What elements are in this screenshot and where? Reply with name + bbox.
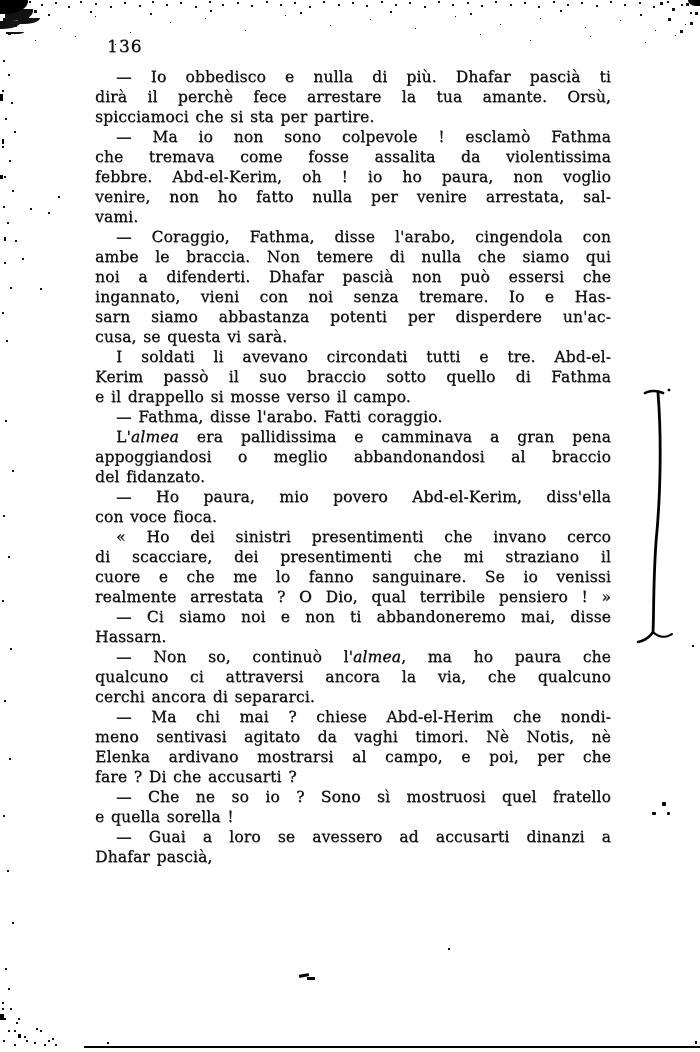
text-line: Kerim passò il suo braccio sotto quello di Fathma [95,368,611,386]
dot [652,812,656,815]
stray-dash-mark [299,972,319,982]
text-line: — Non so, continuò l'almea, ma ho paura che [116,648,611,666]
left-edge-mark [4,237,6,241]
text-line: cuore e che me lo fanno sanguinare. Se io venissi [95,568,611,586]
paragraph [95,487,611,527]
text-line: appoggiandosi o meglio abbandonandosi al braccio [95,448,611,466]
left-edge-mark [2,139,4,144]
text-line: con voce fioca. [95,508,217,526]
text-line: e quella sorella ! [95,808,234,826]
text-line: — Fathma, disse l'arabo. Fatti coraggio. [116,408,443,426]
text-line: cerchi ancora di separarci. [95,688,315,706]
text-line: noi a difenderti. Dhafar pascià non può essersi che [95,268,611,286]
paragraph [95,707,611,787]
paragraph [95,347,611,407]
text-line: — Ci siamo noi e non ti abbandoneremo mai, disse [116,608,611,626]
dot [662,802,666,806]
text-line: — Guai a loro se avessero ad accusarti dinanzi a [116,828,611,846]
text-line: e il drappello si mosse verso il campo. [95,388,411,406]
text-line: realmente arrestata ? O Dio, qual terribile pensiero ! » [95,588,611,606]
text-line: dirà il perchè fece arrestare la tua amante. Orsù, [95,88,611,106]
text-line: cusa, se questa vi sarà. [95,328,288,346]
text-line: venire, non ho fatto nulla per venire arrestata, sal- [95,188,611,206]
stray-dot [695,1041,697,1044]
paragraph [95,127,611,227]
text-block [95,67,611,867]
paragraph [95,527,611,607]
text-line: spicciamoci che si sta per partire. [95,108,375,126]
text-line: meno sentivasi agitato da vaghi timori. Nè Notis, nè [95,728,611,746]
text-line: sarn siamo abbastanza potenti per disperdere un'ac- [95,308,611,326]
corner-blob-top-left [0,0,28,14]
text-line: « Ho dei sinistri presentimenti che invano cerco [116,528,611,546]
stray-dot [692,645,694,647]
text-line: I soldati li avevano circondati tutti e tre. Abd-el- [116,348,611,366]
text-line: fare ? Di che accusarti ? [95,768,297,786]
left-edge-mark [18,1034,21,1038]
margin-bracket-mark [636,382,682,646]
text-line: — Ma chi mai ? chiese Abd-el-Herim che nondi- [116,708,611,726]
page-number: 136 [107,37,143,57]
text-line: febbre. Abd-el-Kerim, oh ! io ho paura, non voglio [95,168,611,186]
text-line: — Io obbedisco e nulla di più. Dhafar pascià ti [116,68,611,86]
therefore-dots-mark [650,800,676,818]
text-line: — Ho paura, mio povero Abd-el-Kerim, diss'ella [116,488,611,506]
text-line: L'almea era pallidissima e camminava a gran pena [116,428,611,446]
text-line: ambe le braccia. Non temere di nulla che siamo qui [95,248,611,266]
text-line: — Coraggio, Fathma, disse l'arabo, cingendola con [116,228,611,246]
text-line: vami. [95,208,139,226]
corner-blob-top-right [688,0,700,6]
paragraph [95,827,611,867]
scan-noise-left-edge [0,0,2,2]
text-line: di scacciare, dei presentimenti che mi straziano il [95,548,611,566]
paragraph [95,427,611,487]
paragraph [95,67,611,127]
text-line: ingannato, vieni con noi senza tremare. Io e Has- [95,288,611,306]
stray-dot [107,1042,109,1044]
text-line: Elenka ardivano mostrarsi al campo, e poi, per che [95,748,611,766]
paragraph [95,227,611,347]
left-edge-mark [0,175,3,179]
paragraph [95,607,611,647]
text-line: — Ma io non sono colpevole ! esclamò Fathma [116,128,611,146]
text-line: qualcuno ci attraversi ancora la via, che qualcuno [95,668,611,686]
left-edge-mark [0,94,3,101]
paragraph [95,407,611,427]
dash-stroke [307,977,315,980]
bottom-edge-scan-line [84,1046,700,1048]
stray-dot [448,948,450,950]
text-line: del fidanzato. [95,468,206,486]
dot [667,812,670,815]
text-line: che tremava come fosse assalita da violentissima [95,148,611,166]
paragraph [95,787,611,827]
text-line: Dhafar pascià, [95,848,213,866]
left-edge-mark [0,1014,4,1020]
paragraph [95,647,611,707]
text-line: Hassarn. [95,628,167,646]
text-line: — Che ne so io ? Sono sì mostruosi quel fratello [116,788,611,806]
